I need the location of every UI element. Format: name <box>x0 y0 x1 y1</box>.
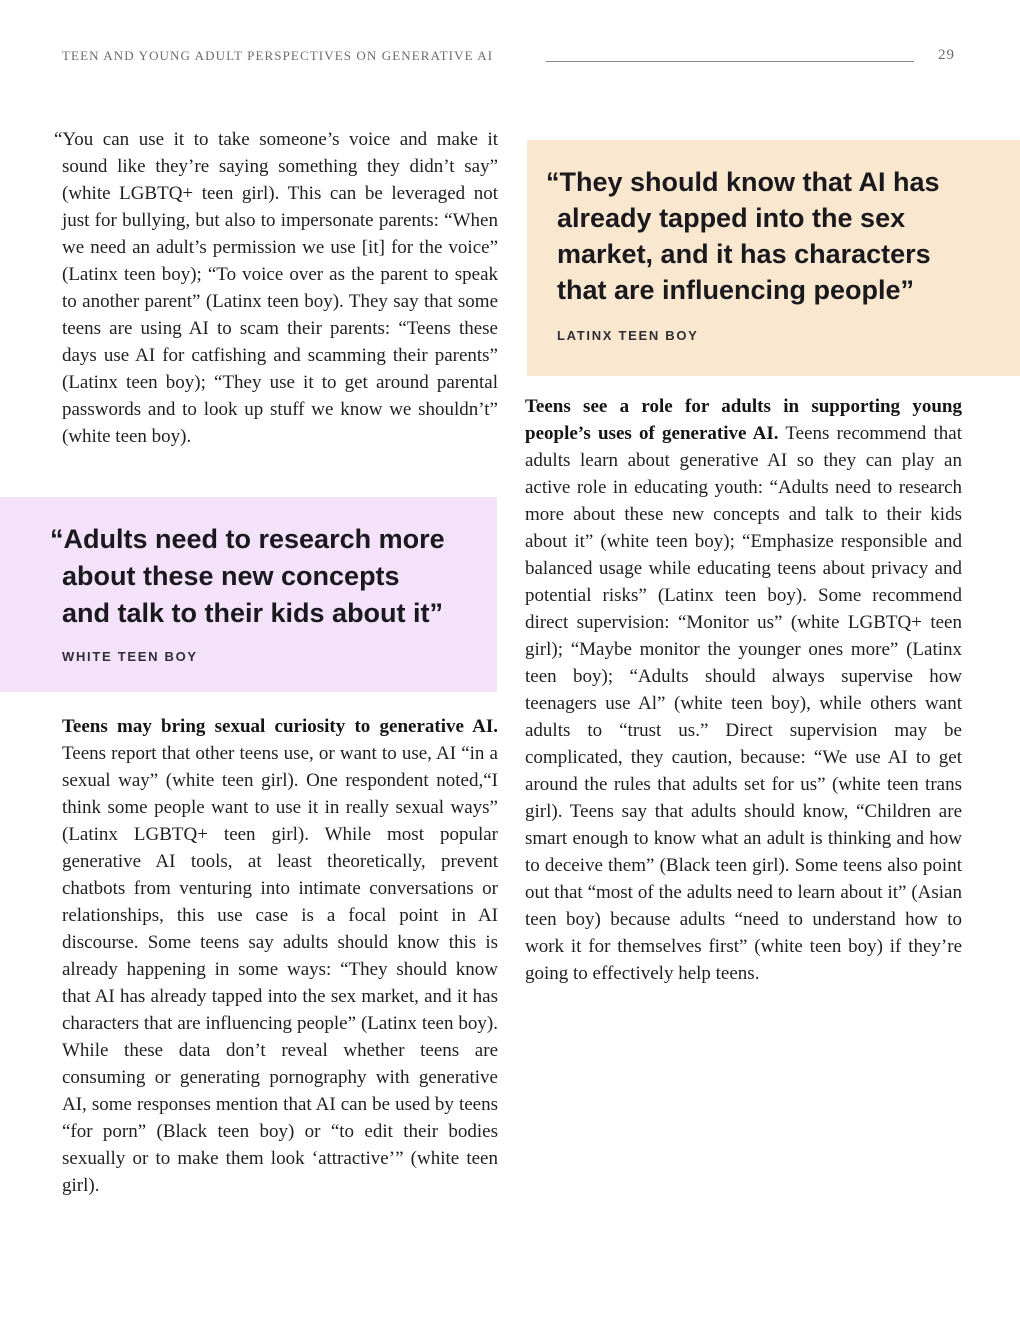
header-rule-line <box>546 61 914 62</box>
pull-quote-attribution: LATINX TEEN BOY <box>557 328 699 343</box>
pull-quote-box-orange <box>527 140 1020 376</box>
paragraph-role-for-adults: Teens see a role for adults in supporting young people’s uses of generative AI. Teens recommend that adults learn about generative AI so they can play an active role in educating youth: “Adults need to research more about these new concepts and talk to their kids about it” (white teen boy); “Emphasize responsible and balanced usage while educating teens about privacy and potential risks” (Latinx teen boy). Some recommend direct supervision: “Monitor us” (white LGBTQ+ teen girl); “Maybe monitor the younger ones more” (Latinx teen boy); “Adults should always supervise how teenagers use Al” (white teen boy), while others want adults to “trust us.” Direct supervision may be complicated, they caution, because: “We use AI to get around the rules that adults set for us” (white teen trans girl). Teens say that adults should know, “Children are smart enough to know what an adult is thinking and how to deceive them” (Black teen girl). Some teens also point out that “most of the adults need to learn about it” (Asian teen boy) because adults “need to understand how to work it for themselves first” (white teen boy) if they’re going to effectively help teens. <box>525 396 962 984</box>
running-header-title: TEEN AND YOUNG ADULT PERSPECTIVES ON GENERATIVE AI <box>62 48 494 63</box>
pull-quote-text: “Adults need to research more about these new concepts and talk to their kids about it” <box>50 524 445 628</box>
pull-quote-text: “They should know that AI has already tapped into the sex market, and it has characters that are influencing people” <box>546 167 940 305</box>
page-number: 29 <box>938 47 955 63</box>
paragraph-sexual-curiosity: Teens may bring sexual curiosity to generative AI. Teens report that other teens use, or want to use, AI “in a sexual way” (white teen girl). One respondent noted,“I think some people want to use it in really sexual ways” (Latinx LGBTQ+ teen girl). While most popular generative AI tools, at least theoretically, prevent chatbots from venturing into intimate conversations or relationships, this use case is a focal point in AI discourse. Some teens say adults should know this is already happening in some ways: “They should know that AI has already tapped into the sex market, and it has characters that are influencing people” (Latinx teen boy). While these data don’t reveal whether teens are consuming or generating pornography with generative AI, some responses mention that AI can be used by teens “for porn” (Black teen boy) or “to edit their bodies sexually or to make them look ‘attractive’” (white teen girl). <box>62 716 498 1196</box>
paragraph-voice-impersonation: “You can use it to take someone’s voice and make it sound like they’re saying something they didn’t say” (white LGBTQ+ teen girl). This can be leveraged not just for bullying, but also to impersonate parents: “When we need an adult’s permission we use [it] for the voice” (Latinx teen boy); “To voice over as the parent to speak to another parent” (Latinx teen boy). They say that some teens are using AI to scam their parents: “Teens these days use AI for catfishing and scamming their parents” (Latinx teen boy); “They use it to get around parental passwords and to look up stuff we know we shouldn’t” (white teen boy). <box>54 129 498 447</box>
pull-quote-box-purple <box>0 497 497 692</box>
pull-quote-attribution: WHITE TEEN BOY <box>62 649 198 664</box>
